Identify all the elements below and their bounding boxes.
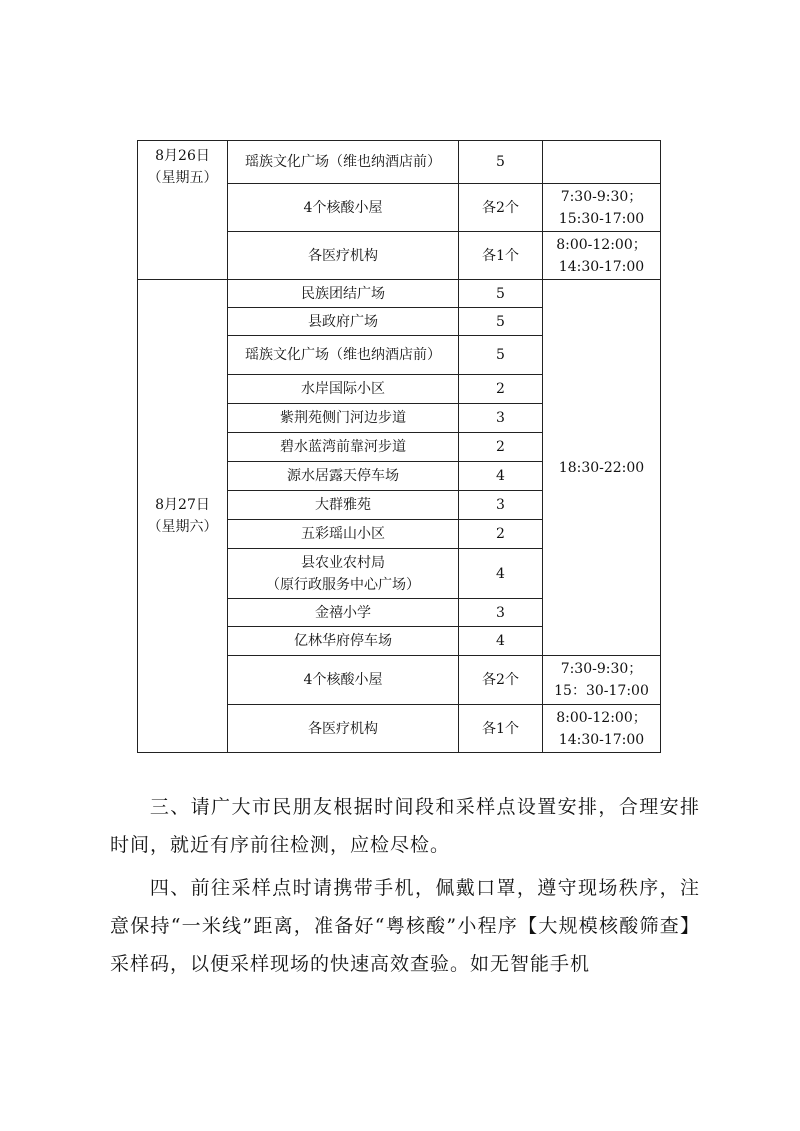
count-cell: 各2个 <box>459 184 543 232</box>
date-label: 8月26日 <box>155 148 210 164</box>
time-cell <box>543 232 661 280</box>
count-cell: 2 <box>459 520 543 549</box>
count-cell: 4 <box>459 462 543 491</box>
count-cell: 3 <box>459 491 543 520</box>
time-line: 15：30-17:00 <box>554 683 649 699</box>
date-cell <box>138 280 228 753</box>
notice-body <box>110 788 700 988</box>
site-cell <box>228 549 459 599</box>
count-cell: 3 <box>459 599 543 627</box>
site-name: 各医疗机构 <box>308 247 378 264</box>
time-cell <box>543 656 661 705</box>
site-cell: 大群雅苑 <box>228 491 459 520</box>
count-cell: 2 <box>459 433 543 462</box>
count-cell: 5 <box>459 308 543 336</box>
site-cell: 亿林华府停车场 <box>228 627 459 656</box>
time-line: 14:30-17:00 <box>558 258 645 275</box>
count-cell: 5 <box>459 141 543 184</box>
site-cell: 各医疗机构 <box>228 705 459 753</box>
site-name: 县农业农村局 <box>301 554 385 571</box>
count-cell: 4 <box>459 549 543 599</box>
paragraph-three: 三、请广大市民朋友根据时间段和采样点设置安排，合理安排时间，就近有序前往检测，应检尽检。 <box>110 796 700 856</box>
time-line: 7:30-9:30； <box>560 661 643 677</box>
time-cell <box>543 184 661 232</box>
time-line: 15:30-17:00 <box>558 210 645 227</box>
site-cell: 碧水蓝湾前靠河步道 <box>228 433 459 462</box>
site-name: 4个核酸小屋 <box>303 199 383 216</box>
date-label: 8月27日 <box>155 497 210 513</box>
table-row <box>138 280 661 308</box>
count-cell: 各1个 <box>459 705 543 753</box>
time-cell <box>543 705 661 753</box>
site-cell <box>228 184 459 232</box>
site-cell: 紫荆苑侧门河边步道 <box>228 404 459 433</box>
site-name-note: （原行政服务中心广场） <box>266 576 420 593</box>
count-cell: 4 <box>459 627 543 656</box>
paragraph-four: 四、前往采样点时请携带手机，佩戴口罩，遵守现场秩序，注意保持“一米线”距离，准备好“粤核酸”小程序【大规模核酸筛查】采样码，以便采样现场的快速高效查验。如无智能手机 <box>110 877 700 975</box>
site-cell: 源水居露天停车场 <box>228 462 459 491</box>
site-cell: 五彩瑶山小区 <box>228 520 459 549</box>
count-cell: 5 <box>459 280 543 308</box>
count-cell: 5 <box>459 336 543 375</box>
site-cell: 金禧小学 <box>228 599 459 627</box>
time-line: 8:00-12:00； <box>556 236 647 253</box>
count-cell: 各1个 <box>459 232 543 280</box>
time-line: 8:00-12:00； <box>556 709 647 726</box>
count-cell: 3 <box>459 404 543 433</box>
site-cell: 瑶族文化广场（维也纳酒店前） <box>228 336 459 375</box>
site-cell <box>228 141 459 184</box>
site-cell: 县政府广场 <box>228 308 459 336</box>
time-cell <box>543 141 661 184</box>
time-line: 7:30-9:30； <box>560 188 643 205</box>
site-cell: 民族团结广场 <box>228 280 459 308</box>
weekday-label: （星期五） <box>147 170 218 186</box>
sampling-schedule-table <box>137 140 661 753</box>
table-row <box>138 141 661 184</box>
weekday-label: （星期六） <box>147 519 218 535</box>
site-cell <box>228 232 459 280</box>
count-cell: 2 <box>459 375 543 404</box>
time-line: 14:30-17:00 <box>558 731 645 748</box>
site-name: 瑶族文化广场（维也纳酒店前） <box>245 154 441 170</box>
count-cell: 各2个 <box>459 656 543 705</box>
date-cell <box>138 141 228 280</box>
site-cell: 水岸国际小区 <box>228 375 459 404</box>
shared-time-cell: 18:30-22:00 <box>543 280 661 656</box>
site-cell: 4个核酸小屋 <box>228 656 459 705</box>
